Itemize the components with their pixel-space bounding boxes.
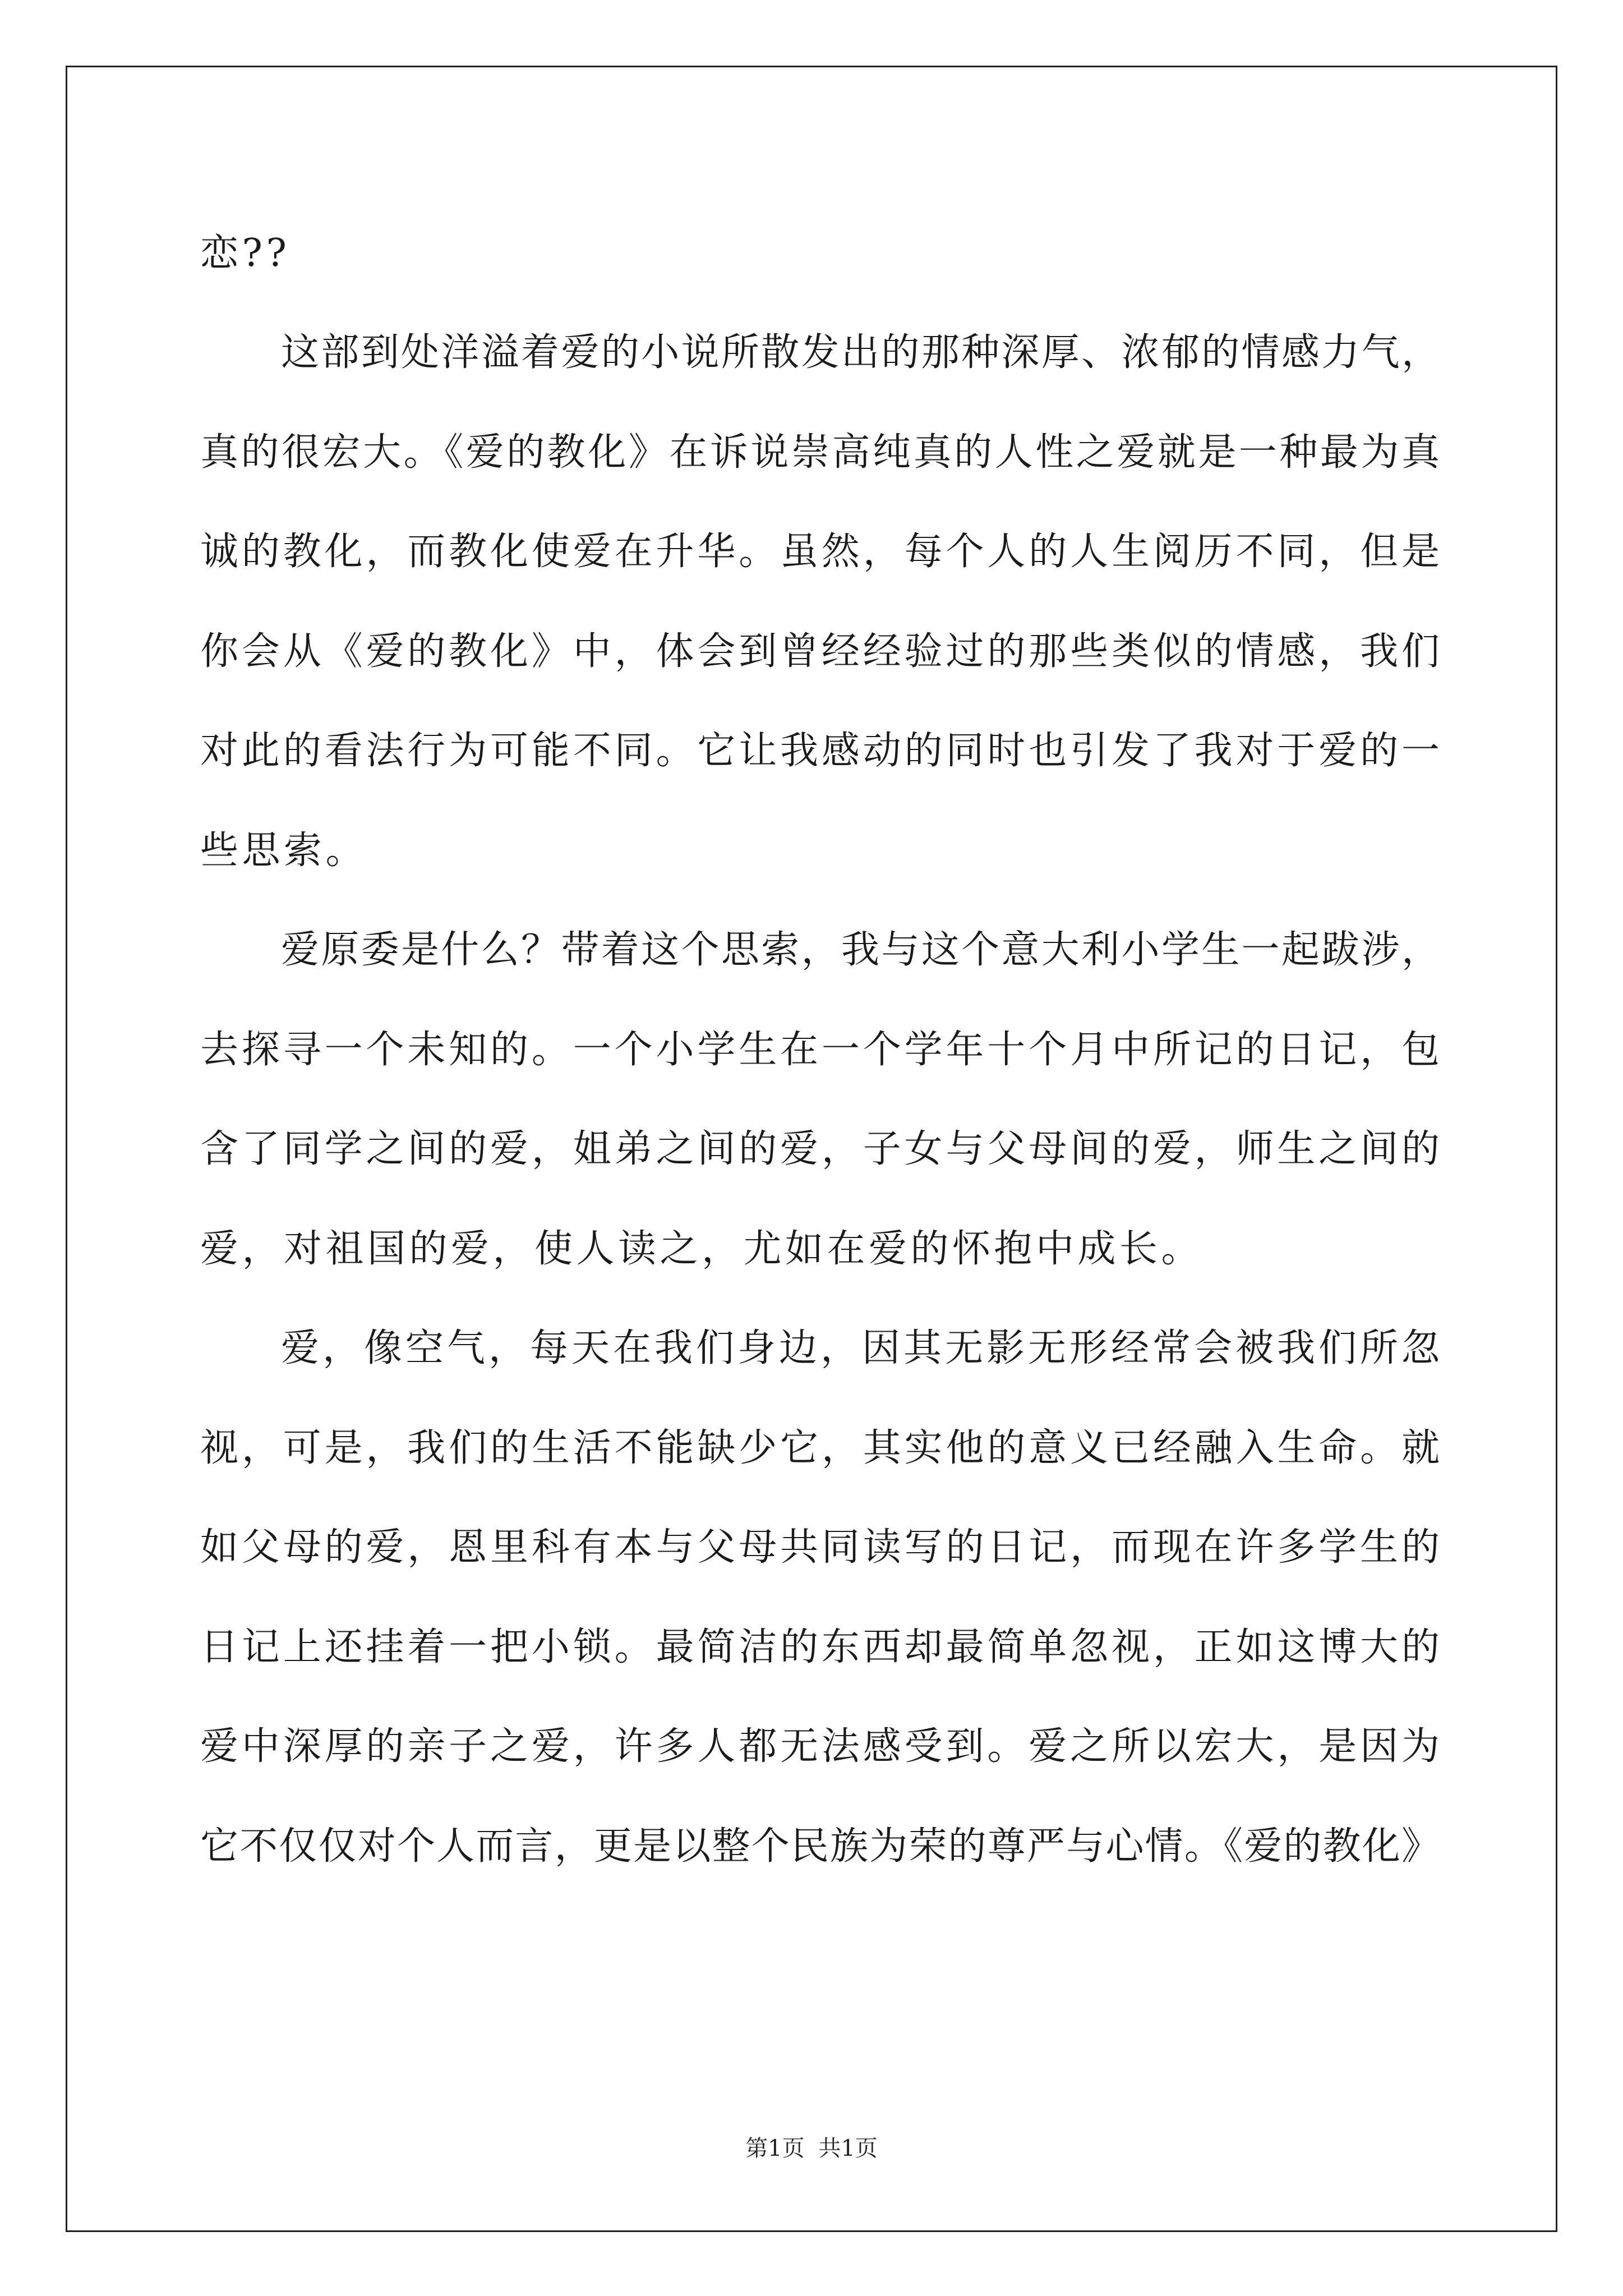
text-line: 你会从《爱的教化》中，体会到曾经经验过的那些类似的情感，我们 [200,629,1440,674]
page-footer [0,2132,1623,2165]
paragraph-first-line: 爱原委是什么？带着这个思索，我与这个意大利小学生一起跋涉， [281,928,1440,972]
page-total: 共1页 [818,2136,878,2161]
text-line: 对此的看法行为可能不同。它让我感动的同时也引发了我对于爱的一 [200,729,1440,773]
text-line: 视，可是，我们的生活不能缺少它，其实他的意义已经融入生命。就 [200,1426,1440,1470]
text-line: 如父母的爱，恩里科有本与父母共同读写的日记，而现在许多学生的 [200,1525,1440,1570]
text-line: 日记上还挂着一把小锁。最简洁的东西却最简单忽视，正如这博大的 [200,1625,1440,1669]
text-line: 真的很宏大。《爱的教化》在诉说崇高纯真的人性之爱就是一种最为真 [200,430,1440,475]
page-number: 第1页 [745,2136,805,2161]
paragraph-first-line: 这部到处洋溢着爱的小说所散发出的那种深厚、浓郁的情感力气， [281,330,1440,375]
text-line: 它不仅仅对个人而言，更是以整个民族为荣的尊严与心情。《爱的教化》 [200,1824,1440,1869]
text-line: 含了同学之间的爱，姐弟之间的爱，子女与父母间的爱，师生之间的 [200,1127,1440,1171]
text-line: 去探寻一个未知的。一个小学生在一个学年十个月中所记的日记，包 [200,1028,1440,1072]
text-line: 爱中深厚的亲子之爱，许多人都无法感受到。爱之所以宏大，是因为 [200,1724,1440,1769]
paragraph-first-line: 爱，像空气，每天在我们身边，因其无影无形经常会被我们所忽 [281,1326,1440,1370]
text-line: 些思索。 [200,829,368,873]
text-line: 恋?? [200,231,291,275]
text-line: 爱，对祖国的爱，使人读之，尤如在爱的怀抱中成长。 [200,1227,1204,1271]
text-line: 诚的教化，而教化使爱在升华。虽然，每个人的人生阅历不同，但是 [200,530,1440,574]
